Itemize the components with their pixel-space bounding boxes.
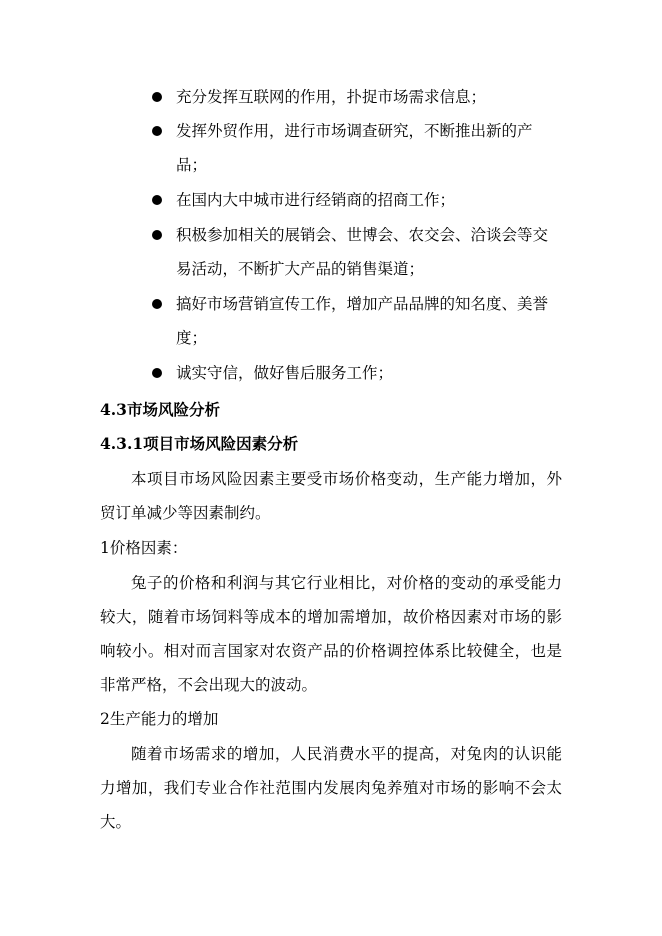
list-item — [152, 356, 562, 390]
bullet-dot-icon — [152, 195, 162, 205]
factor2-title: 2生产能力的增加 — [100, 710, 219, 728]
list-item-text: 搞好市场营销宣传工作，增加产品品牌的知名度、美誉度； — [176, 295, 549, 347]
bullet-dot-icon — [152, 368, 162, 378]
factor2-paragraph: 随着市场需求的增加，人民消费水平的提高，对兔肉的认识能力增加，我们专业合作社范围内发展肉兔养殖对市场的影响不会太大。 — [100, 745, 562, 831]
bullet-dot-icon — [152, 126, 162, 136]
intro-paragraph: 本项目市场风险因素主要受市场价格变动，生产能力增加，外贸订单减少等因素制约。 — [100, 470, 562, 522]
list-item-text: 充分发挥互联网的作用，扑捉市场需求信息； — [176, 88, 487, 106]
bullet-dot-icon — [152, 92, 162, 102]
list-item — [152, 287, 562, 355]
bullet-dot-icon — [152, 230, 162, 240]
list-item — [152, 218, 562, 286]
list-item-text: 诚实守信，做好售后服务工作； — [176, 364, 394, 382]
factor1-title: 1价格因素： — [100, 539, 188, 557]
list-item — [152, 114, 562, 182]
subsection-heading: 4.3.1项目市场风险因素分析 — [100, 434, 299, 453]
factor1-paragraph: 兔子的价格和利润与其它行业相比，对价格的变动的承受能力较大，随着市场饲料等成本的增加需增加，故价格因素对市场的影响较小。相对而言国家对农资产品的价格调控体系比较健全，也是非常严格，不会出现大的波动。 — [100, 574, 562, 694]
list-item-text: 积极参加相关的展销会、世博会、农交会、洽谈会等交易活动，不断扩大产品的销售渠道； — [176, 226, 549, 278]
list-item-text: 在国内大中城市进行经销商的招商工作； — [176, 191, 456, 209]
list-item — [152, 80, 562, 114]
list-item — [152, 183, 562, 217]
list-item-text: 发挥外贸作用，进行市场调查研究，不断推出新的产品； — [176, 122, 533, 174]
bullet-dot-icon — [152, 299, 162, 309]
section-heading: 4.3市场风险分析 — [100, 400, 220, 419]
